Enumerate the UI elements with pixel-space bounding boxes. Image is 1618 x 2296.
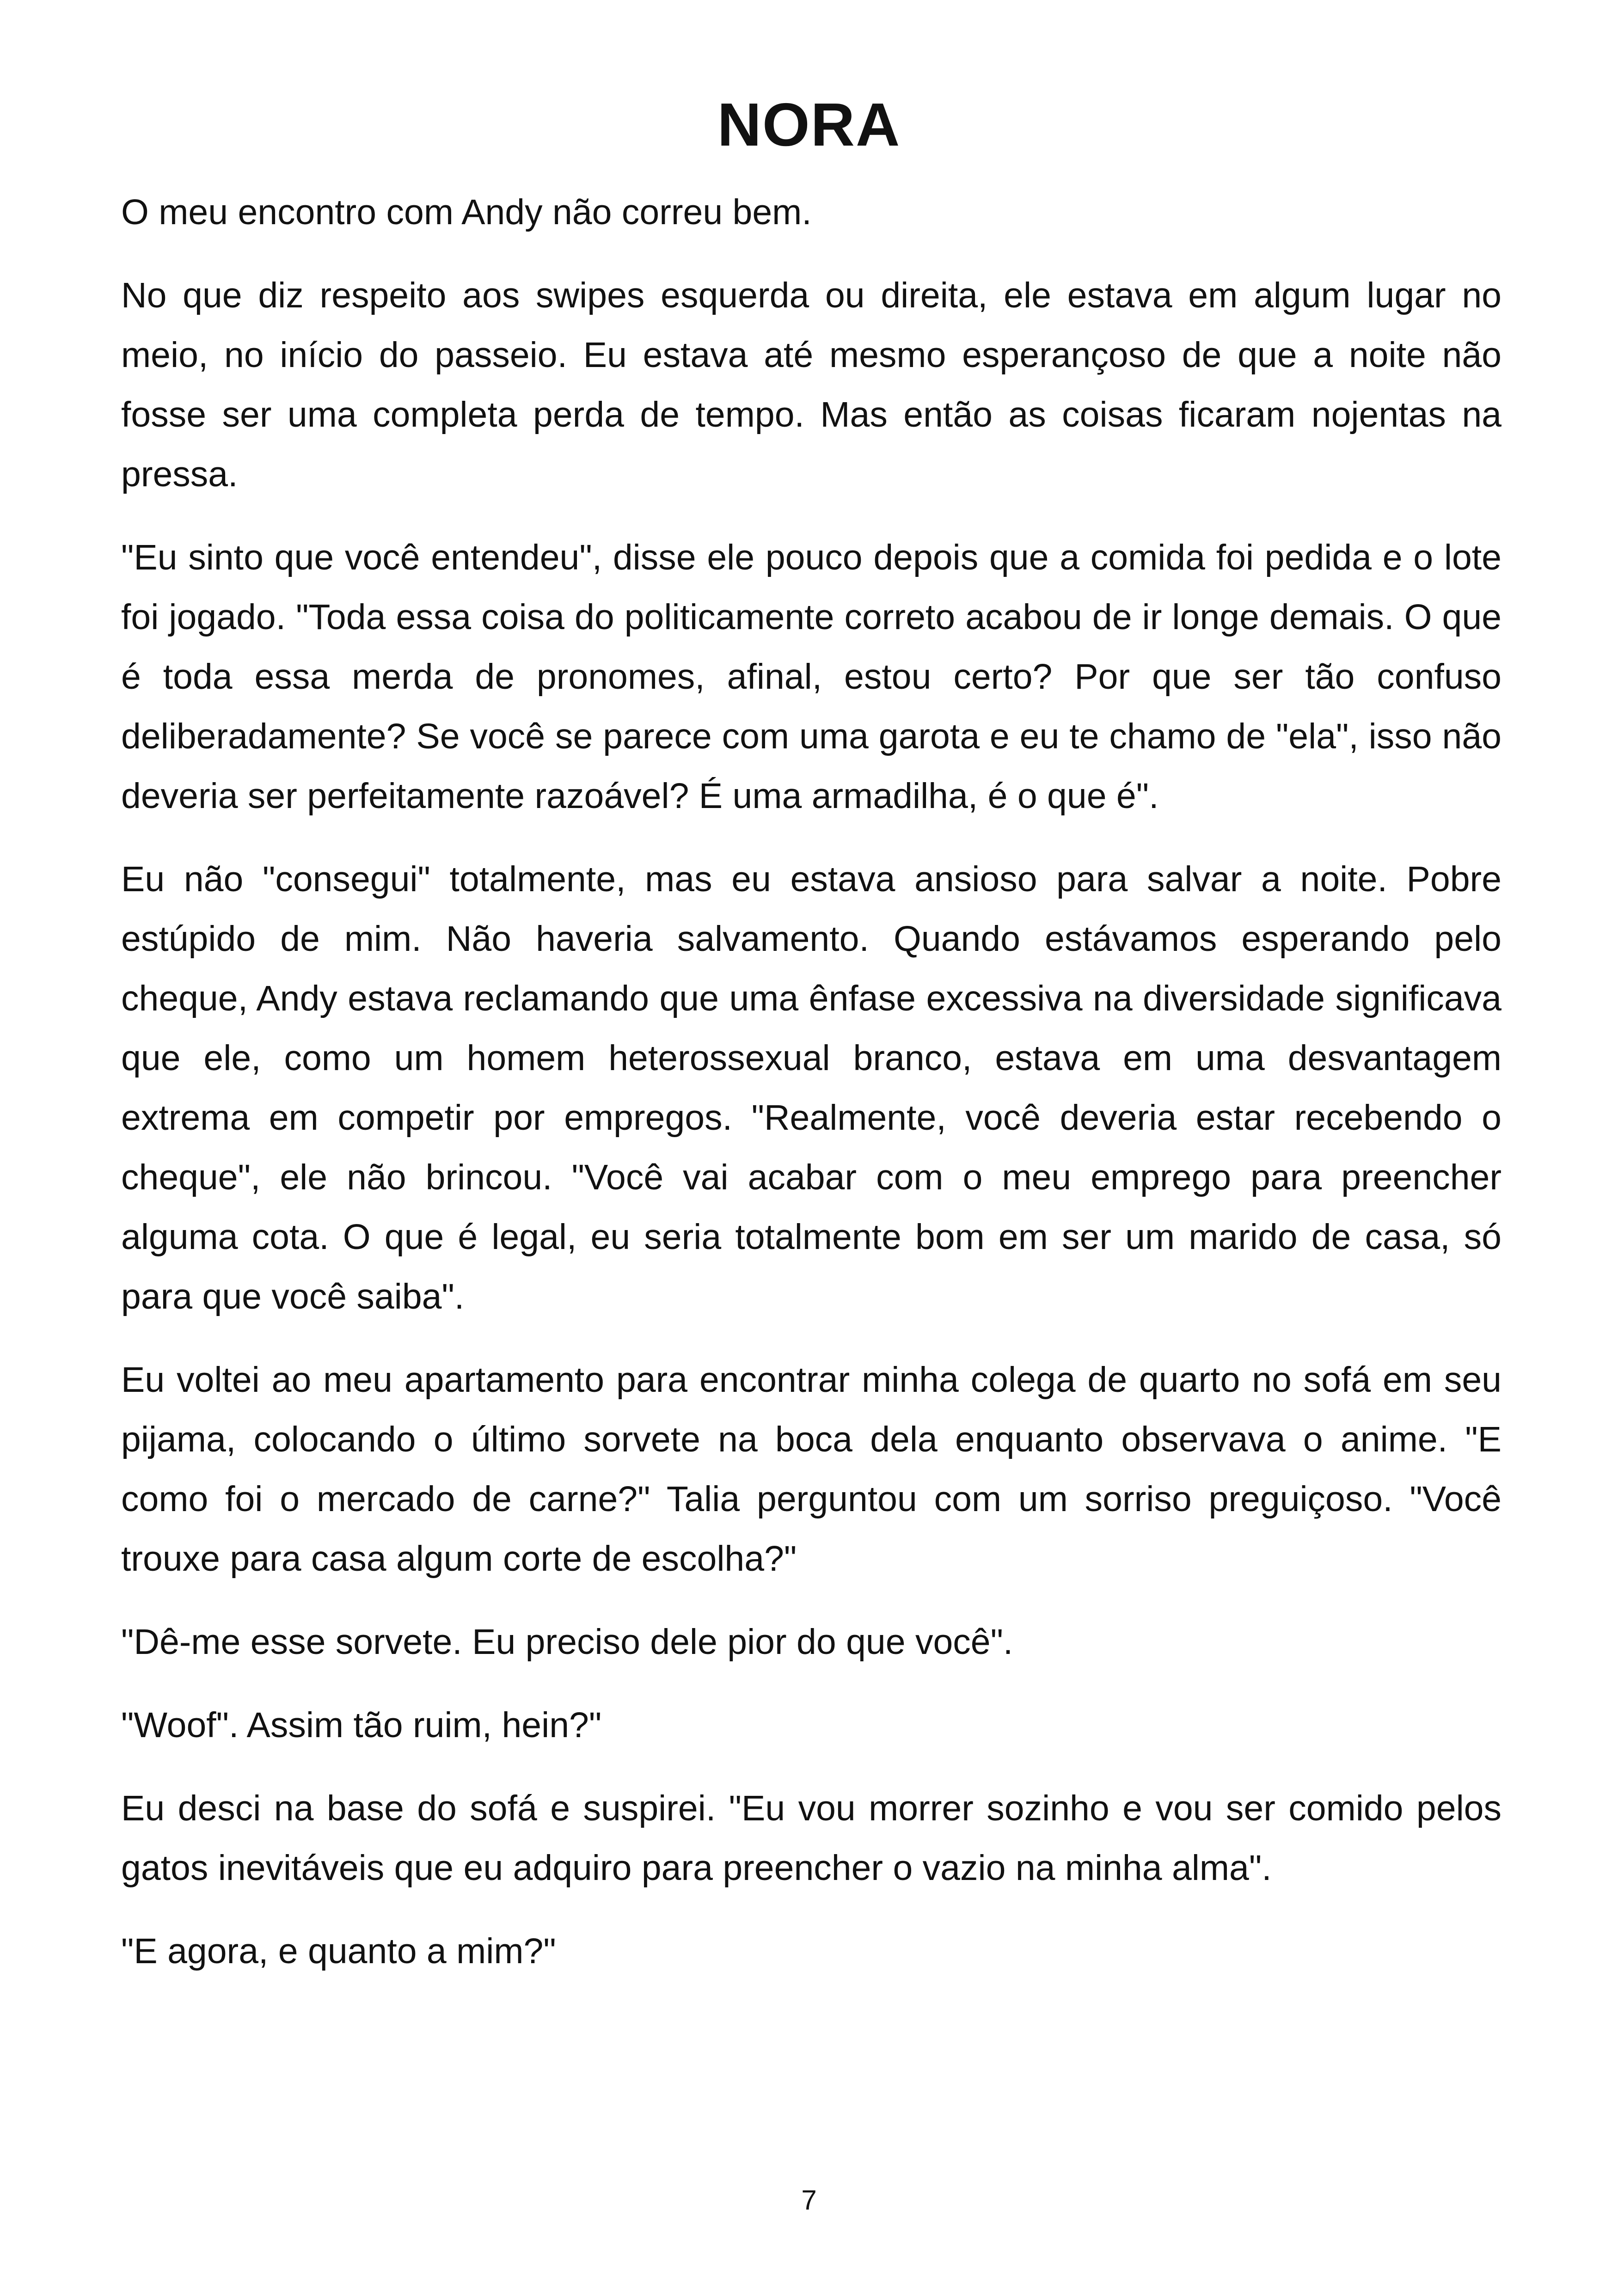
chapter-body — [121, 183, 1502, 2005]
page-number: 7 — [801, 2185, 817, 2216]
paragraph-8: Eu desci na base do sofá e suspirei. "Eu vou morrer sozinho e vou ser comido pelos gatos inevitáveis que eu adquiro para preencher o vazio na minha alma". — [121, 1788, 1502, 1888]
paragraph-3: "Eu sinto que você entendeu", disse ele pouco depois que a comida foi pedida e o lote foi jogado. "Toda essa coisa do politicamente correto acabou de ir longe demais. O que é toda essa merda de pronomes, afinal, estou certo? Por que ser tão confuso deliberadamente? Se você se parece com uma garota e eu te chamo de "ela", isso não deveria ser perfeitamente razoável? É uma armadilha, é o que é". — [121, 538, 1502, 816]
paragraph-9: "E agora, e quanto a mim?" — [121, 1931, 556, 1971]
chapter-title: NORA — [717, 91, 901, 159]
paragraph-6: "Dê-me esse sorvete. Eu preciso dele pior do que você". — [121, 1622, 1013, 1662]
paragraph-4: Eu não "consegui" totalmente, mas eu estava ansioso para salvar a noite. Pobre estúpido de mim. Não haveria salvamento. Quando estávamos esperando pelo cheque, Andy estava reclamando que uma ênfase excessiva na diversidade significava que ele, como um homem heterossexual branco, estava em uma desvantagem extrema em competir por empregos. "Realmente, você deveria estar recebendo o cheque", ele não brincou. "Você vai acabar com o meu emprego para preencher alguma cota. O que é legal, eu seria totalmente bom em ser um marido de casa, só para que você saiba". — [121, 859, 1502, 1316]
paragraph-2: No que diz respeito aos swipes esquerda ou direita, ele estava em algum lugar no meio, no início do passeio. Eu estava até mesmo esperançoso de que a noite não fosse ser uma completa perda de tempo. Mas então as coisas ficaram nojentas na pressa. — [121, 276, 1502, 494]
paragraph-5: Eu voltei ao meu apartamento para encontrar minha colega de quarto no sofá em seu pijama, colocando o último sorvete na boca dela enquanto observava o anime. "E como foi o mercado de carne?" Talia perguntou com um sorriso preguiçoso. "Você trouxe para casa algum corte de escolha?" — [121, 1360, 1502, 1579]
paragraph-7: "Woof". Assim tão ruim, hein?" — [121, 1705, 602, 1745]
paragraph-1: O meu encontro com Andy não correu bem. — [121, 192, 812, 232]
